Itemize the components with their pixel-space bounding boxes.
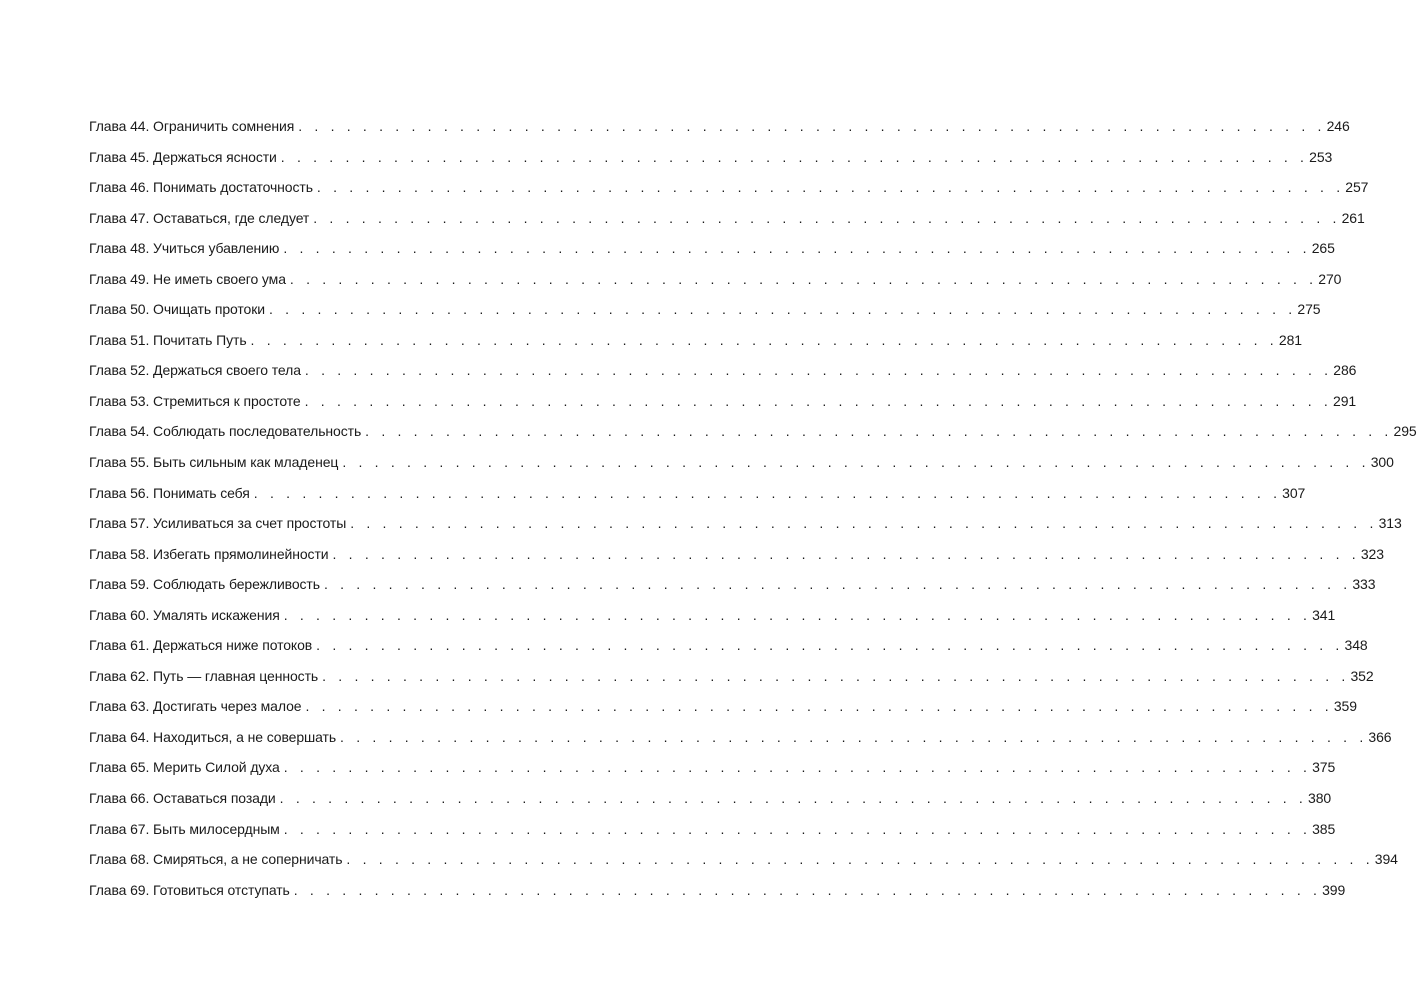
dot-leader: . . . . . . . . . . . . . . . . . . . . . . . . . . . . . . . . . . . . . . . . . . . . . . . . . . . . . . . . . . . . . . . .	[283, 606, 1312, 623]
dot-leader: . . . . . . . . . . . . . . . . . . . . . . . . . . . . . . . . . . . . . . . . . . . . . . . . . . . . . . . . . . . . . . . .	[365, 423, 1393, 440]
toc-entry	[89, 233, 1335, 264]
toc-entry-page: 359	[1333, 698, 1357, 715]
dot-leader: . . . . . . . . . . . . . . . . . . . . . . . . . . . . . . . . . . . . . . . . . . . . . . . . . . . . . . . . . . . . . . . .	[304, 392, 1333, 409]
toc-entry	[89, 416, 1417, 447]
toc-entry-title: Глава 66. Оставаться позади	[89, 790, 276, 807]
toc-entry-page: 380	[1308, 790, 1332, 807]
dot-leader: . . . . . . . . . . . . . . . . . . . . . . . . . . . . . . . . . . . . . . . . . . . . . . . . . . . . . . . . . . . . . . . .	[293, 881, 1322, 898]
toc-entry-title: Глава 53. Стремиться к простоте	[89, 392, 301, 409]
toc-entry-page: 375	[1312, 759, 1336, 776]
toc-entry-title: Глава 44. Ограничить сомнения	[89, 118, 295, 134]
dot-leader: . . . . . . . . . . . . . . . . . . . . . . . . . . . . . . . . . . . . . . . . . . . . . . . . . . . . . . . . . . . . . . . .	[350, 515, 1378, 532]
toc-entry-page: 281	[1278, 331, 1302, 348]
toc-entry-page: 265	[1311, 240, 1335, 257]
dot-leader: . . . . . . . . . . . . . . . . . . . . . . . . . . . . . . . . . . . . . . . . . . . . . . . . . . . . . . . . . . . . . . . .	[313, 209, 1341, 226]
toc-entry	[89, 844, 1398, 875]
toc-entry-page: 300	[1370, 454, 1394, 471]
toc-entry-title: Глава 58. Избегать прямолинейности	[89, 545, 329, 562]
toc-entry-title: Глава 55. Быть сильным как младенец	[89, 454, 339, 471]
toc-entry-page: 257	[1345, 179, 1369, 196]
toc-entry-title: Глава 60. Умалять искажения	[89, 606, 280, 623]
dot-leader: . . . . . . . . . . . . . . . . . . . . . . . . . . . . . . . . . . . . . . . . . . . . . . . . . . . . . . . . . . . . . . . .	[322, 667, 1350, 684]
toc-entry	[89, 294, 1321, 325]
dot-leader: . . . . . . . . . . . . . . . . . . . . . . . . . . . . . . . . . . . . . . . . . . . . . . . . . . . . . . . . . . . . . . . .	[304, 362, 1333, 379]
dot-leader: . . . . . . . . . . . . . . . . . . . . . . . . . . . . . . . . . . . . . . . . . . . . . . . . . . . . . . . . . . . . . . . .	[283, 820, 1312, 837]
dot-leader: . . . . . . . . . . . . . . . . . . . . . . . . . . . . . . . . . . . . . . . . . . . . . . . . . . . . . . . . . . . . . . . .	[283, 240, 1311, 257]
toc-entry-page: 261	[1341, 209, 1365, 226]
toc-entry-title: Глава 65. Мерить Силой духа	[89, 759, 280, 776]
dot-leader: . . . . . . . . . . . . . . . . . . . . . . . . . . . . . . . . . . . . . . . . . . . . . . . . . . . . . . . . . . . . . . . .	[305, 698, 1333, 715]
dot-leader: . . . . . . . . . . . . . . . . . . . . . . . . . . . . . . . . . . . . . . . . . . . . . . . . . . . . . . . . . . . . . . . .	[346, 851, 1374, 868]
toc-entry-title: Глава 61. Держаться ниже потоков	[89, 637, 313, 654]
dot-leader: . . . . . . . . . . . . . . . . . . . . . . . . . . . . . . . . . . . . . . . . . . . . . . . . . . . . . . . . . . . . . . . .	[289, 270, 1318, 287]
toc-entry	[89, 814, 1336, 845]
toc-entry-page: 313	[1378, 515, 1402, 532]
toc-entry	[89, 600, 1336, 631]
toc-entry-page: 352	[1350, 667, 1374, 684]
toc-entry	[89, 325, 1302, 356]
toc-entry-page: 291	[1333, 392, 1357, 409]
dot-leader: . . . . . . . . . . . . . . . . . . . . . . . . . . . . . . . . . . . . . . . . . . . . . . . . . . . . . . . . . . . . . . . .	[316, 637, 1344, 654]
dot-leader: . . . . . . . . . . . . . . . . . . . . . . . . . . . . . . . . . . . . . . . . . . . . . . . . . . . . . . . . . . . . . . . .	[323, 576, 1352, 593]
table-of-contents	[89, 111, 1417, 905]
dot-leader: . . . . . . . . . . . . . . . . . . . . . . . . . . . . . . . . . . . . . . . . . . . . . . . . . . . . . . . . . . . . . . . .	[340, 728, 1368, 745]
toc-entry	[89, 630, 1368, 661]
toc-entry-title: Глава 57. Усиливаться за счет простоты	[89, 515, 347, 532]
toc-entry	[89, 508, 1402, 539]
toc-entry-title: Глава 59. Соблюдать бережливость	[89, 576, 320, 593]
toc-entry	[89, 172, 1369, 203]
dot-leader: . . . . . . . . . . . . . . . . . . . . . . . . . . . . . . . . . . . . . . . . . . . . . . . . . . . . . . . . . . . . . . . .	[298, 118, 1326, 134]
toc-entry-page: 333	[1352, 576, 1376, 593]
toc-entry-page: 348	[1344, 637, 1368, 654]
toc-entry-title: Глава 46. Понимать достаточность	[89, 179, 313, 196]
toc-entry-title: Глава 48. Учиться убавлению	[89, 240, 280, 257]
toc-entry-page: 385	[1312, 820, 1336, 837]
toc-entry-title: Глава 51. Почитать Путь	[89, 331, 247, 348]
dot-leader: . . . . . . . . . . . . . . . . . . . . . . . . . . . . . . . . . . . . . . . . . . . . . . . . . . . . . . . . . . . . . . . .	[280, 148, 1309, 165]
toc-entry-title: Глава 47. Оставаться, где следует	[89, 209, 310, 226]
toc-entry	[89, 875, 1346, 906]
toc-entry	[89, 355, 1357, 386]
toc-entry-page: 366	[1368, 728, 1392, 745]
toc-entry	[89, 539, 1384, 570]
dot-leader: . . . . . . . . . . . . . . . . . . . . . . . . . . . . . . . . . . . . . . . . . . . . . . . . . . . . . . . . . . . . . . . .	[332, 545, 1360, 562]
toc-entry	[89, 722, 1392, 753]
toc-entry-title: Глава 68. Смиряться, а не соперничать	[89, 851, 343, 868]
toc-entry	[89, 691, 1357, 722]
dot-leader: . . . . . . . . . . . . . . . . . . . . . . . . . . . . . . . . . . . . . . . . . . . . . . . . . . . . . . . . . . . . . . . .	[253, 484, 1282, 501]
toc-entry	[89, 783, 1332, 814]
toc-entry-page: 307	[1282, 484, 1306, 501]
toc-entry-page: 246	[1326, 118, 1350, 134]
toc-entry-title: Глава 54. Соблюдать последовательность	[89, 423, 362, 440]
toc-entry-title: Глава 49. Не иметь своего ума	[89, 270, 286, 287]
toc-entry	[89, 661, 1374, 692]
toc-entry-page: 295	[1393, 423, 1417, 440]
toc-entry-page: 275	[1297, 301, 1321, 318]
toc-entry	[89, 142, 1333, 173]
toc-entry-page: 286	[1333, 362, 1357, 379]
toc-entry-title: Глава 67. Быть милосердным	[89, 820, 280, 837]
dot-leader: . . . . . . . . . . . . . . . . . . . . . . . . . . . . . . . . . . . . . . . . . . . . . . . . . . . . . . . . . . . . . . . .	[279, 790, 1308, 807]
toc-entry-page: 399	[1322, 881, 1346, 898]
toc-entry	[89, 478, 1306, 509]
toc-entry	[89, 752, 1336, 783]
toc-entry-title: Глава 63. Достигать через малое	[89, 698, 302, 715]
toc-entry	[89, 447, 1394, 478]
toc-entry	[89, 264, 1342, 295]
toc-entry	[89, 569, 1376, 600]
toc-entry-title: Глава 50. Очищать протоки	[89, 301, 265, 318]
toc-entry-page: 270	[1318, 270, 1342, 287]
toc-entry-title: Глава 64. Находиться, а не совершать	[89, 728, 337, 745]
toc-entry-title: Глава 62. Путь — главная ценность	[89, 667, 319, 684]
dot-leader: . . . . . . . . . . . . . . . . . . . . . . . . . . . . . . . . . . . . . . . . . . . . . . . . . . . . . . . . . . . . . . . .	[250, 331, 1278, 348]
toc-entry-page: 394	[1374, 851, 1398, 868]
toc-entry	[89, 386, 1357, 417]
toc-entry-title: Глава 56. Понимать себя	[89, 484, 250, 501]
dot-leader: . . . . . . . . . . . . . . . . . . . . . . . . . . . . . . . . . . . . . . . . . . . . . . . . . . . . . . . . . . . . . . . .	[342, 454, 1370, 471]
toc-entry-title: Глава 52. Держаться своего тела	[89, 362, 301, 379]
toc-entry	[89, 203, 1365, 234]
toc-entry-title: Глава 69. Готовиться отступать	[89, 881, 290, 898]
dot-leader: . . . . . . . . . . . . . . . . . . . . . . . . . . . . . . . . . . . . . . . . . . . . . . . . . . . . . . . . . . . . . . . .	[283, 759, 1312, 776]
toc-entry	[89, 111, 1350, 142]
toc-entry-page: 323	[1360, 545, 1384, 562]
dot-leader: . . . . . . . . . . . . . . . . . . . . . . . . . . . . . . . . . . . . . . . . . . . . . . . . . . . . . . . . . . . . . . . .	[269, 301, 1297, 318]
toc-entry-page: 253	[1309, 148, 1333, 165]
toc-entry-page: 341	[1312, 606, 1336, 623]
dot-leader: . . . . . . . . . . . . . . . . . . . . . . . . . . . . . . . . . . . . . . . . . . . . . . . . . . . . . . . . . . . . . . . .	[316, 179, 1345, 196]
toc-entry-title: Глава 45. Держаться ясности	[89, 148, 277, 165]
